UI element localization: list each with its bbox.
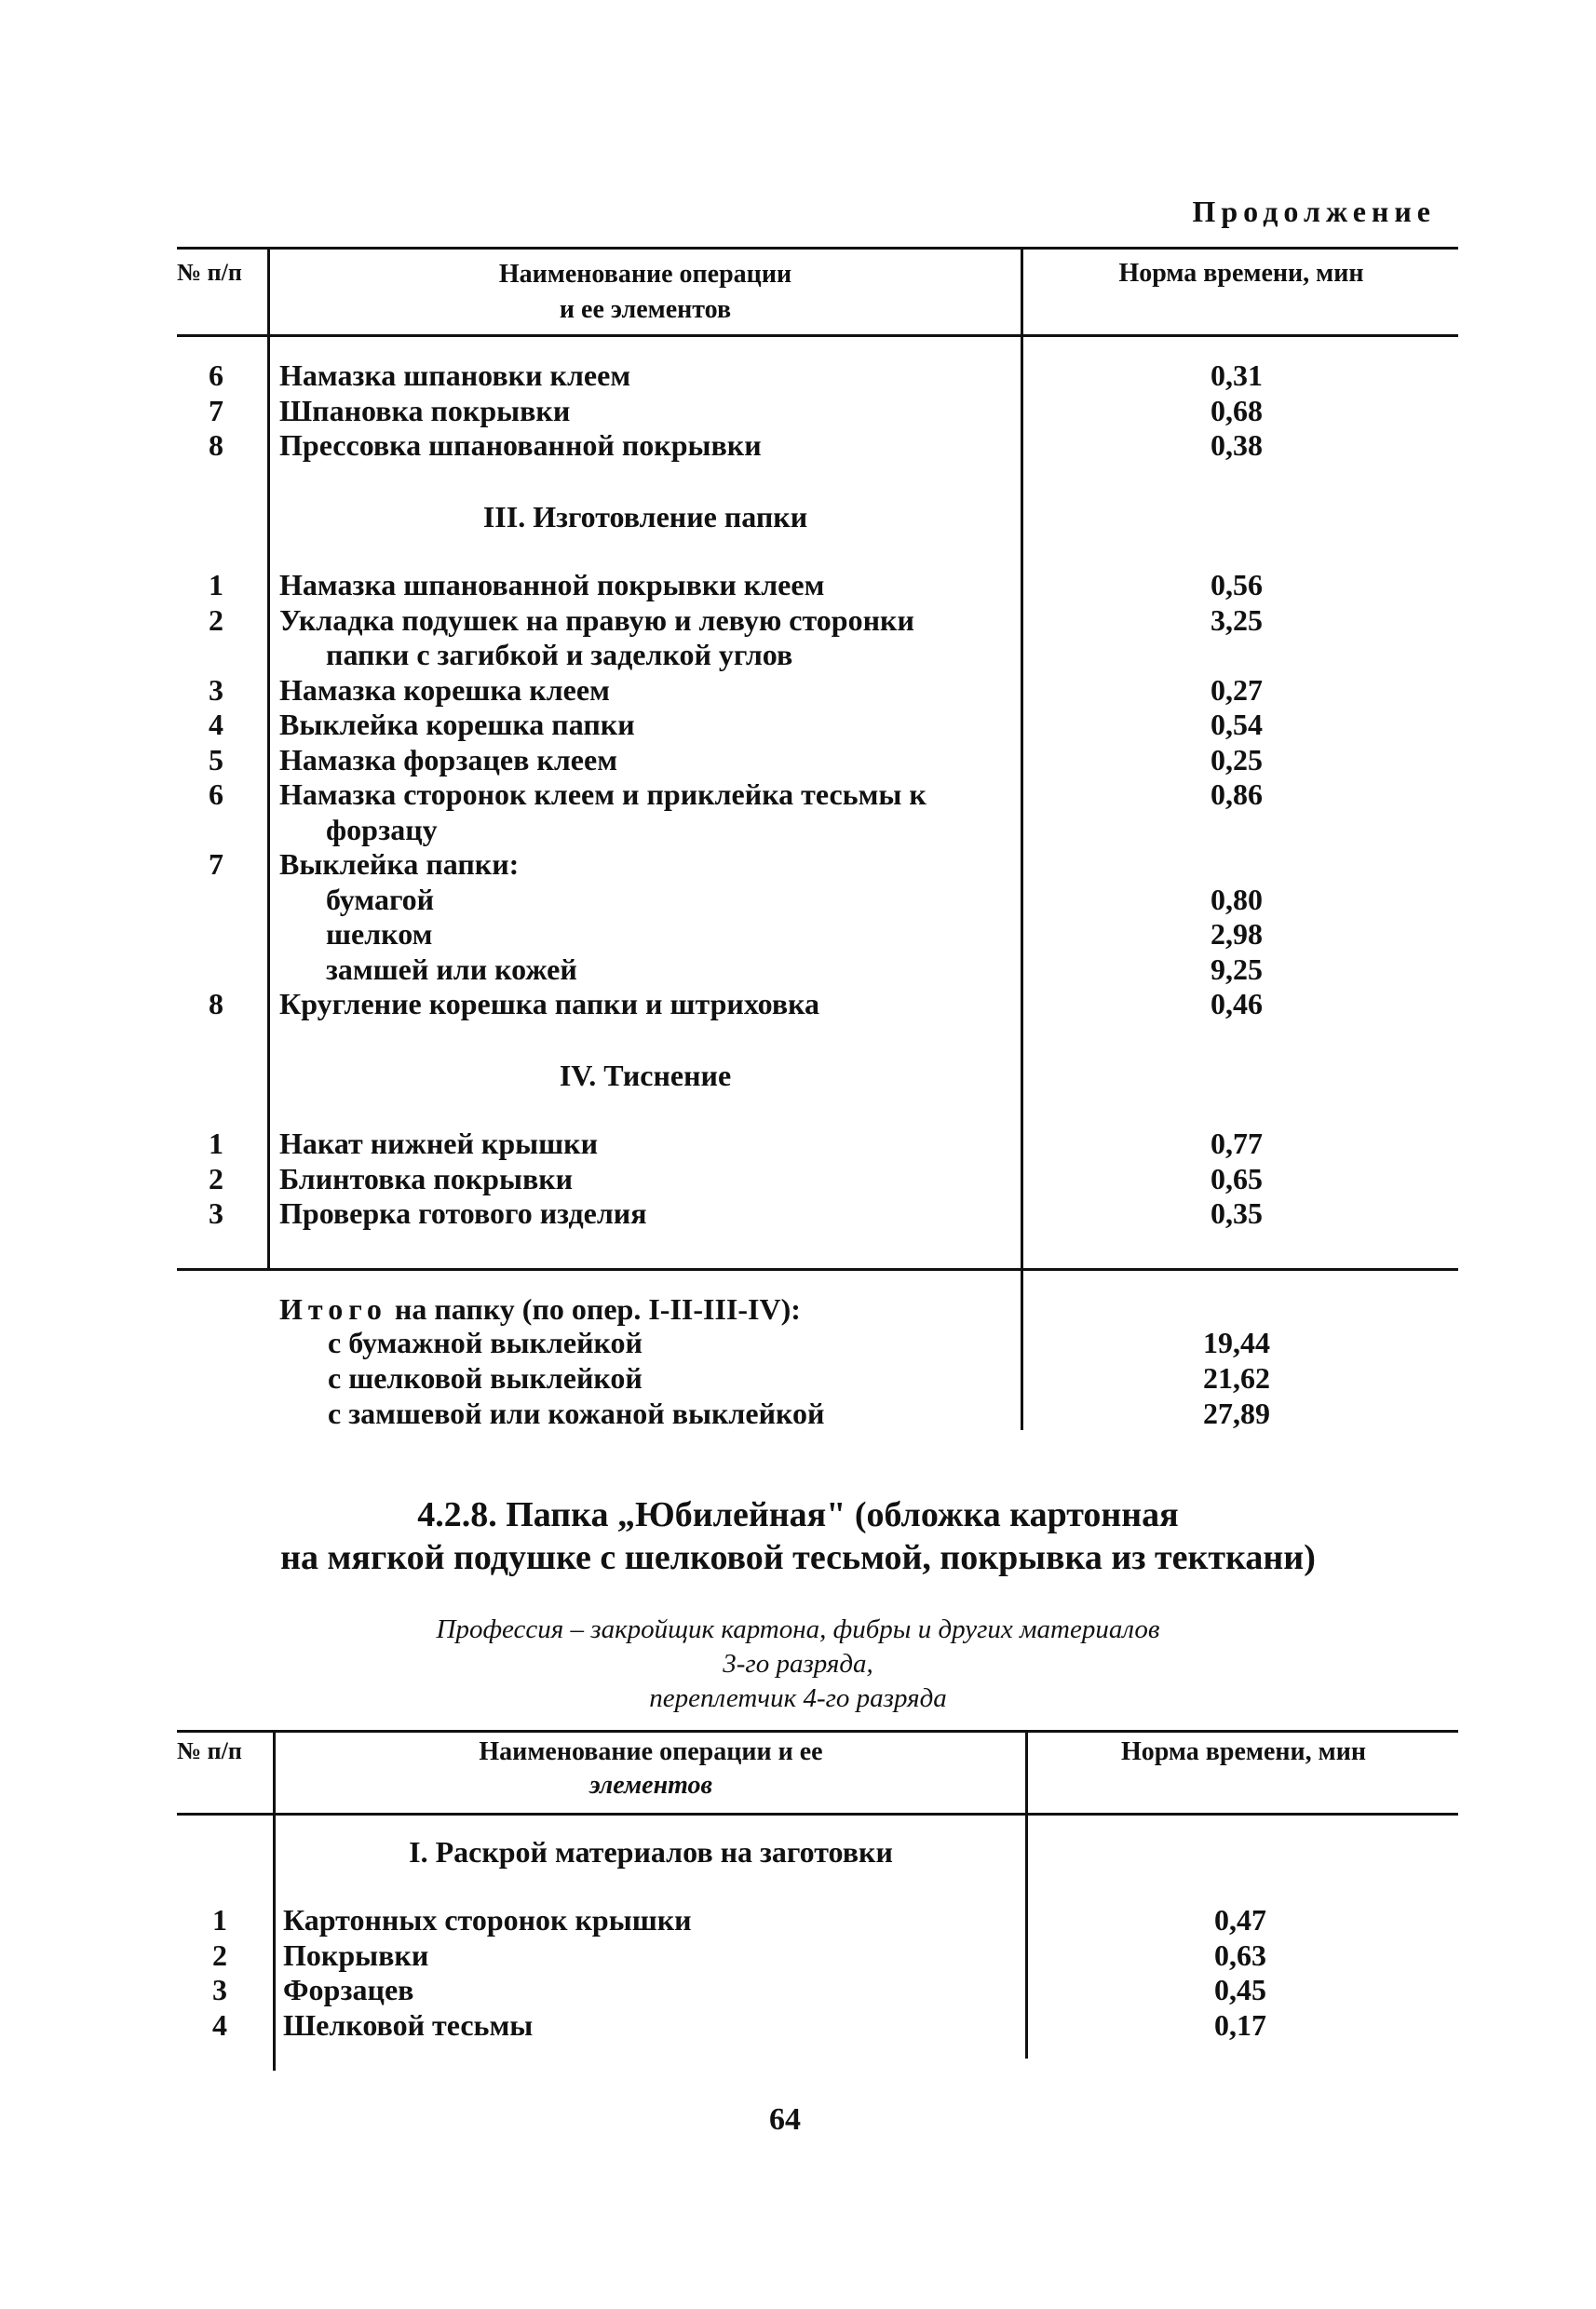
header-num: № п/п — [177, 259, 242, 286]
time-norm-value: 0,45 — [1214, 1973, 1266, 2006]
sub-item-text: шелком — [326, 917, 433, 951]
row-number: 6 — [209, 777, 223, 811]
operation-text: Выклейка корешка папки — [279, 708, 635, 741]
total-label: с замшевой или кожаной выклейкой — [328, 1397, 825, 1430]
time-norm-value: 0,63 — [1214, 1938, 1266, 1972]
header-name-line2: и ее элементов — [559, 295, 732, 324]
header-name-line1: Наименование операции и ее — [479, 1737, 823, 1766]
operation-text: Накат нижней крышки — [279, 1127, 598, 1160]
total-label: с бумажной выклейкой — [328, 1326, 642, 1359]
row-number: 4 — [209, 708, 223, 741]
time-norm-value: 0,27 — [1211, 672, 1263, 707]
operation-text: Намазка сторонок клеем и приклейка тесьмы к — [279, 777, 926, 811]
row-number: 8 — [209, 987, 223, 1020]
row-number: 5 — [209, 742, 223, 776]
row-number: 2 — [209, 1161, 223, 1195]
row-number: 3 — [209, 672, 223, 707]
row-number: 8 — [209, 428, 223, 462]
header-name-line1: Наименование операции — [498, 260, 792, 289]
profession — [0, 1613, 1596, 1716]
row-number: 6 — [209, 358, 223, 392]
table-1-divider-num — [267, 248, 270, 1270]
row-number: 1 — [209, 568, 223, 601]
page-number: 64 — [769, 2102, 801, 2137]
table-2-header-rule — [177, 1813, 1458, 1816]
section-heading: III. Изготовление папки — [482, 500, 808, 533]
section-heading: IV. Тиснение — [559, 1059, 732, 1092]
header-name — [276, 1735, 1026, 1803]
time-norm-value: 0,47 — [1214, 1903, 1266, 1937]
time-norm-value: 9,25 — [1211, 952, 1263, 986]
time-norm-value: 0,77 — [1211, 1127, 1263, 1160]
table-1-divider-value — [1021, 248, 1023, 1430]
table-1-bottom-rule — [177, 1268, 1458, 1271]
total-label: с шелковой выклейкой — [328, 1361, 642, 1395]
row-number: 3 — [209, 1196, 223, 1230]
total-value: 19,44 — [1203, 1326, 1270, 1359]
continuation-label: Продолжение — [1192, 195, 1436, 228]
operation-text: Кругление корешка папки и штриховка — [279, 987, 820, 1020]
header-norm: Норма времени, мин — [1120, 1737, 1367, 1766]
row-number: 4 — [212, 2007, 227, 2042]
time-norm-value: 0,56 — [1211, 568, 1263, 601]
operation-text-continuation: папки с загибкой и заделкой углов — [326, 638, 793, 671]
row-number: 1 — [209, 1127, 223, 1160]
section-title-line2: на мягкой подушке с шелковой тесьмой, покрывка из текткани) — [280, 1538, 1316, 1577]
row-number: 3 — [212, 1973, 227, 2006]
total-value: 27,89 — [1203, 1397, 1270, 1430]
row-number: 7 — [209, 393, 223, 427]
totals-label-itogo: Итого — [279, 1292, 387, 1326]
time-norm-value: 0,65 — [1211, 1161, 1263, 1195]
header-name-line2: элементов — [588, 1771, 713, 1800]
operation-text: Шпановка покрывки — [279, 393, 571, 427]
section-heading: I. Раскрой материалов на заготовки — [409, 1835, 893, 1869]
time-norm-value: 0,54 — [1211, 708, 1263, 741]
operation-text: Укладка подушек на правую и левую сторонки — [279, 602, 914, 637]
operation-text: Намазка форзацев клеем — [279, 742, 617, 776]
time-norm-value: 0,46 — [1211, 987, 1263, 1020]
row-number: 1 — [212, 1903, 227, 1937]
table-1-top-rule — [177, 247, 1458, 250]
profession-line2: 3-го разряда, — [723, 1649, 873, 1679]
time-norm-value: 0,68 — [1211, 393, 1263, 427]
profession-line3: переплетчик 4-го разряда — [649, 1683, 947, 1713]
header-name — [270, 257, 1021, 328]
operation-text: Выклейка папки: — [279, 847, 520, 881]
sub-item-text: бумагой — [326, 882, 435, 916]
operation-text: Намазка корешка клеем — [279, 672, 610, 707]
header-num: № п/п — [177, 1737, 242, 1764]
time-norm-value: 0,35 — [1211, 1196, 1263, 1230]
profession-line1: Профессия – закройщик картона, фибры и других материалов — [436, 1614, 1160, 1644]
operation-text: Форзацев — [283, 1973, 414, 2006]
operation-text-continuation: форзацу — [326, 812, 438, 846]
time-norm-value: 3,25 — [1211, 602, 1263, 637]
time-norm-value: 0,38 — [1211, 428, 1263, 462]
time-norm-value: 0,31 — [1211, 358, 1263, 392]
row-number: 7 — [209, 847, 223, 881]
operation-text: Намазка шпанованной покрывки клеем — [279, 568, 825, 601]
totals-label-rest: на папку (по опер. I-II-III-IV): — [394, 1292, 801, 1326]
operation-text: Покрывки — [283, 1938, 429, 1972]
time-norm-value: 0,86 — [1211, 777, 1263, 811]
table-1-header-rule — [177, 334, 1458, 337]
operation-text: Картонных сторонок крышки — [283, 1903, 692, 1937]
table-2-top-rule — [177, 1730, 1458, 1733]
operation-text: Проверка готового изделия — [279, 1196, 647, 1230]
sub-item-text: замшей или кожей — [326, 952, 577, 986]
totals-label — [279, 1292, 801, 1327]
section-title-line1: 4.2.8. Папка „Юбилейная" (обложка картонная — [417, 1495, 1179, 1534]
section-title — [0, 1493, 1596, 1579]
time-norm-value: 0,25 — [1211, 742, 1263, 776]
row-number: 2 — [212, 1938, 227, 1972]
header-norm: Норма времени, мин — [1118, 259, 1364, 288]
operation-text: Намазка шпановки клеем — [279, 358, 631, 392]
row-number: 2 — [209, 602, 223, 637]
operation-text: Шелковой тесьмы — [283, 2007, 534, 2042]
time-norm-value: 0,17 — [1214, 2007, 1266, 2042]
operation-text: Блинтовка покрывки — [279, 1161, 574, 1195]
time-norm-value: 0,80 — [1211, 882, 1263, 916]
operation-text: Прессовка шпанованной покрывки — [279, 428, 762, 462]
total-value: 21,62 — [1203, 1361, 1270, 1395]
time-norm-value: 2,98 — [1211, 917, 1263, 951]
